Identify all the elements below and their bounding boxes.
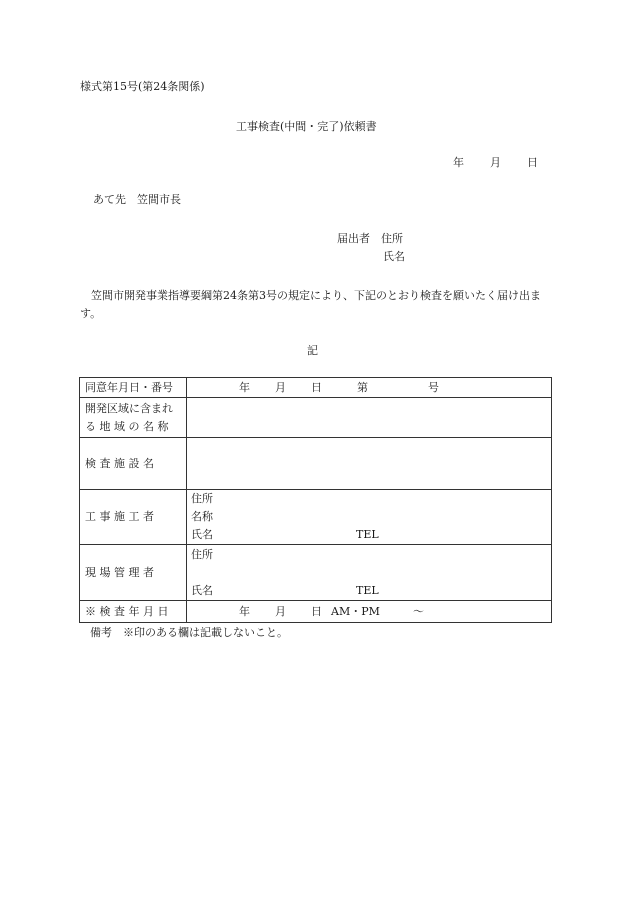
inspection-form-table [79, 377, 552, 623]
consent-dai: 第 [357, 381, 368, 394]
site-manager-cell[interactable] [187, 545, 552, 601]
consent-month: 月 [275, 381, 286, 394]
manager-tel-label: TEL [356, 583, 379, 597]
remarks-note: 備考 ※印のある欄は記載しないこと。 [90, 626, 288, 639]
manager-name-row [191, 582, 547, 600]
manager-address-label: 住所 [191, 547, 213, 561]
inspection-date-cell[interactable] [187, 601, 552, 623]
date-line [453, 156, 538, 170]
contractor-name-label: 氏名 [191, 528, 213, 541]
inspection-day: 日 [311, 605, 322, 618]
area-name-label [80, 398, 187, 438]
body-text: 笠間市開発事業指導要綱第24条第3号の規定により、下記のとおり検査を願いたく届け出ます。 [80, 289, 541, 320]
contractor-name-row [191, 526, 547, 544]
table-row-area [80, 398, 552, 438]
site-manager-label: 現 場 管 理 者 [80, 545, 187, 601]
consent-go: 号 [428, 381, 439, 394]
ki-heading: 記 [307, 344, 318, 357]
applicant-name-label: 氏名 [383, 250, 405, 263]
facility-name-label: 検 査 施 設 名 [80, 438, 187, 490]
applicant-address-label: 届出者 住所 [337, 232, 403, 245]
contractor-address-label: 住所 [191, 492, 213, 505]
table-row-contractor [80, 490, 552, 545]
inspection-tilde: ～ [413, 605, 424, 618]
table-row-consent [80, 378, 552, 398]
inspection-date-label: ※ 検 査 年 月 日 [80, 601, 187, 623]
consent-date-label: 同意年月日・番号 [80, 378, 187, 398]
date-month: 月 [490, 156, 501, 169]
table-row-facility [80, 438, 552, 490]
contractor-label: 工 事 施 工 者 [80, 490, 187, 545]
consent-date-cell[interactable] [187, 378, 552, 398]
area-name-cell[interactable] [187, 398, 552, 438]
area-name-label-line2: る 地 域 の 名 称 [85, 419, 169, 433]
date-day: 日 [527, 156, 538, 169]
form-number: 様式第15号(第24条関係) [80, 80, 205, 93]
manager-name-label: 氏名 [191, 583, 213, 597]
consent-day: 日 [311, 381, 322, 394]
area-name-label-line1: 開発区域に含まれ [85, 401, 173, 415]
inspection-ampm: AM・PM [331, 605, 380, 618]
addressee: あて先 笠間市長 [93, 193, 181, 206]
contractor-tel-label: TEL [356, 528, 379, 541]
facility-name-cell[interactable] [187, 438, 552, 490]
table-row-inspection-date [80, 601, 552, 623]
contractor-cell[interactable] [187, 490, 552, 545]
inspection-year: 年 [239, 605, 250, 618]
manager-blank-line [191, 564, 547, 582]
contractor-company-label: 名称 [191, 510, 213, 523]
inspection-month: 月 [275, 605, 286, 618]
consent-year: 年 [239, 381, 250, 394]
table-row-manager [80, 545, 552, 601]
date-year: 年 [453, 156, 464, 169]
document-title: 工事検査(中間・完了)依頼書 [236, 120, 377, 133]
